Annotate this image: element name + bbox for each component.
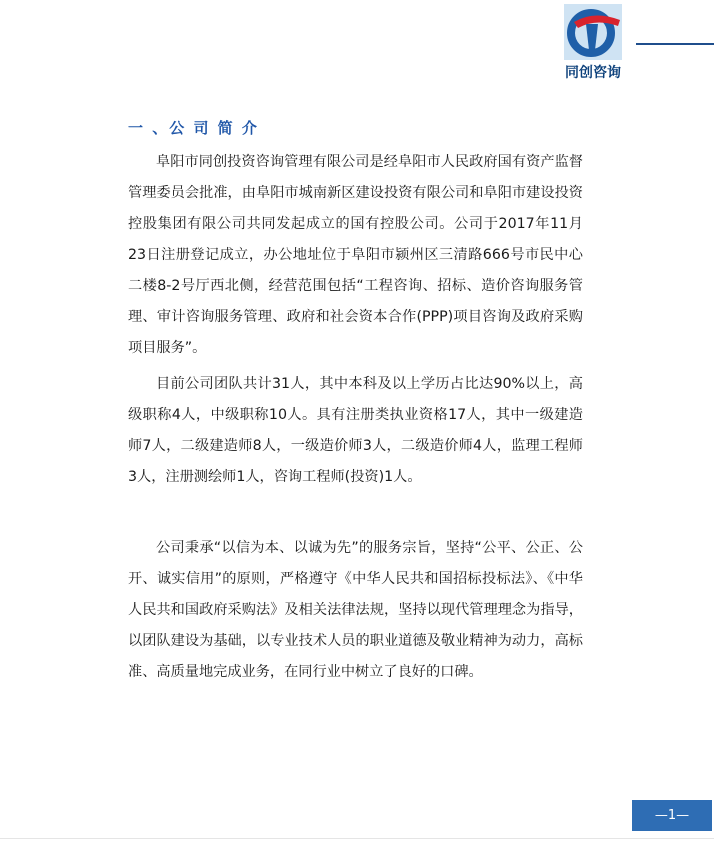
paragraph-team: 目前公司团队共计31人，其中本科及以上学历占比达90%以上，高级职称4人，中级职称10人。具有注册类执业资格17人，其中一级建造师7人，二级建造师8人，一级造价师3人，二级造价师4人，监理工程师3人，注册测绘师1人，咨询工程师(投资)1人。 <box>128 376 583 485</box>
logo-text: 同创咨询 <box>565 65 621 81</box>
company-logo <box>560 4 626 84</box>
paragraph-principles: 公司秉承“以信为本、以诚为先”的服务宗旨，坚持“公平、公正、公开、诚实信用”的原则，严格遵守《中华人民共和国招标投标法》、《中华人民共和国政府采购法》及相关法律法规，坚持以现代管理理念为指导，以团队建设为基础，以专业技术人员的职业道德及敬业精神为动力，高标准、高质量地完成业务，在同行业中树立了良好的口碑。 <box>128 540 583 680</box>
bottom-rule <box>0 838 714 839</box>
section-title: 一 、公 司 简 介 <box>128 119 259 137</box>
paragraph-intro: 阜阳市同创投资咨询管理有限公司是经阜阳市人民政府国有资产监督管理委员会批准，由阜阳市城南新区建设投资有限公司和阜阳市建设投资控股集团有限公司共同发起成立的国有控股公司。公司于2017年11月23日注册登记成立，办公地址位于阜阳市颍州区三清路666号市民中心二楼8-2号厅西北侧，经营范围包括“工程咨询、招标、造价咨询服务管理、审计咨询服务管理、政府和社会资本合作(PPP)项目咨询及政府采购项目服务”。 <box>128 154 583 356</box>
page-number-badge: —1— <box>632 800 712 831</box>
logo-icon <box>564 4 622 60</box>
header-rule <box>636 43 714 45</box>
